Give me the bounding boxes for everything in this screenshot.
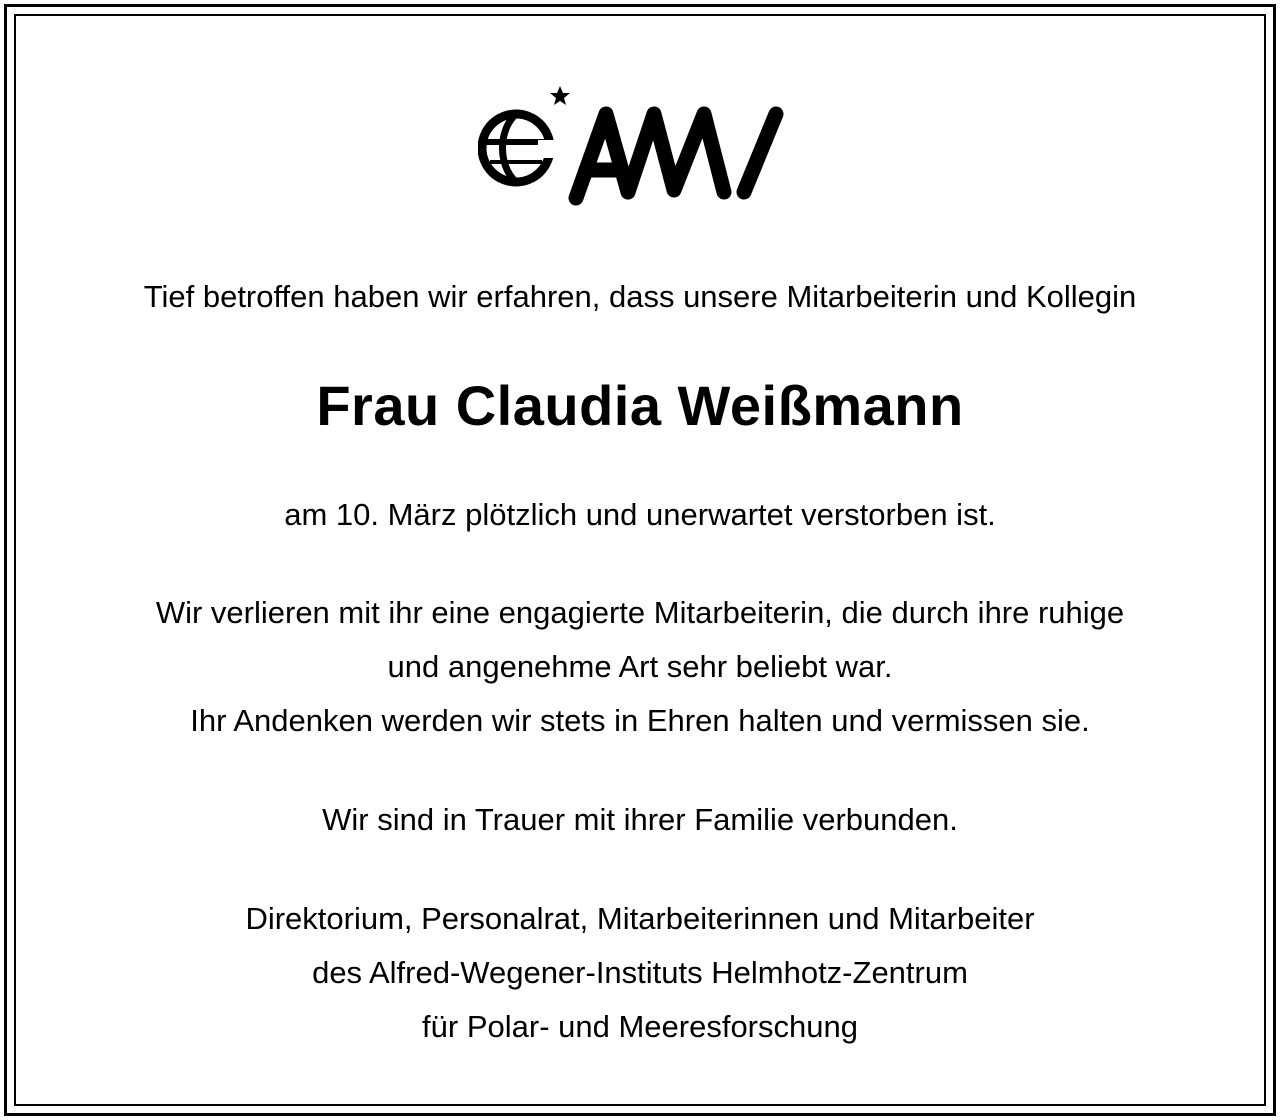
awi-wordmark [576,114,776,198]
signature-line-1: Direktorium, Personalrat, Mitarbeiterinnen und Mitarbeiter [245,901,1035,936]
tribute-line-1: Wir verlieren mit ihr eine engagierte Mitarbeiterin, die durch ihre ruhige [155,595,1125,630]
death-notice-text: am 10. März plötzlich und unerwartet verstorben ist. [284,497,996,532]
intro-text: Tief betroffen haben wir erfahren, dass unsere Mitarbeiterin und Kollegin [143,279,1137,314]
awi-logo [478,80,802,210]
globe-with-star-icon [482,86,570,182]
deceased-name: Frau Claudia Weißmann [316,374,964,437]
tribute-line-3: Ihr Andenken werden wir stets in Ehren halten und vermissen sie. [190,703,1090,738]
signature-line-3: für Polar- und Meeresforschung [422,1009,858,1044]
condolence-text: Wir sind in Trauer mit ihrer Familie verbunden. [322,802,958,837]
signature-line-2: des Alfred-Wegener-Instituts Helmhotz-Zentrum [312,955,968,990]
tribute-line-2: und angenehme Art sehr beliebt war. [387,649,893,684]
